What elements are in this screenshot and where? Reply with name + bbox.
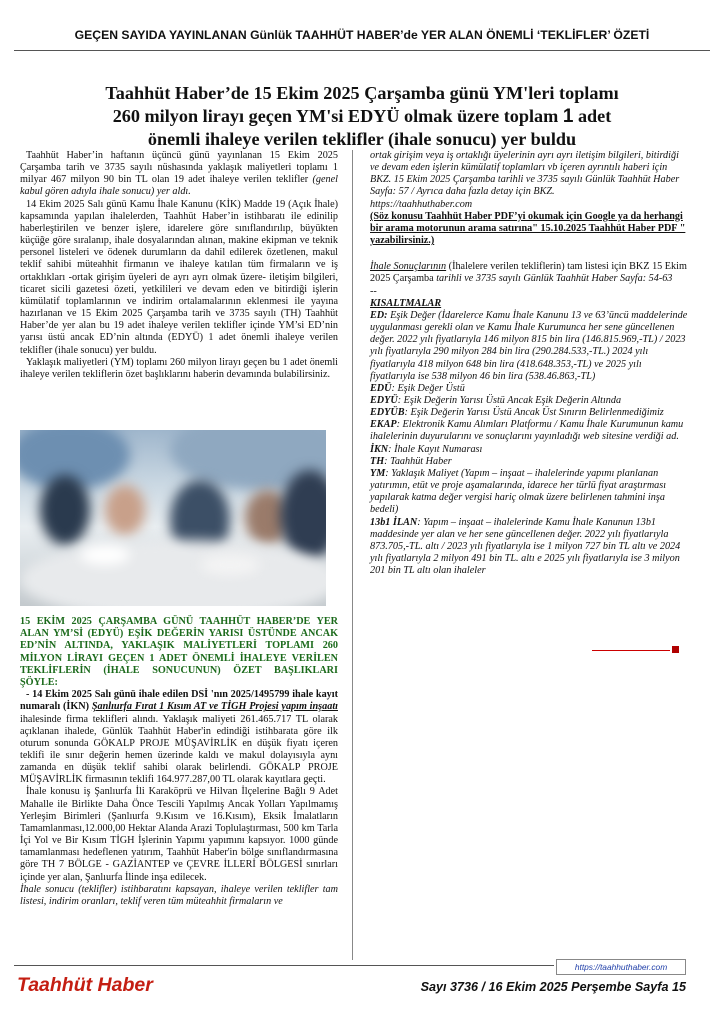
intro-paragraph: Taahhüt Haber’in haftanın üçüncü günü yayınlanan 15 Ekim 2025 Çarşamba tarih ve 3735 sayılı nüshasında yaklaşık maliyetleri toplamı 1 milyar 467 milyon 90 bin TL olan 19 adet ihaleye verilen teklifler (genel kabul gören adıyla ihale sonucu) yer aldı. bbox=[20, 150, 338, 198]
footer-issue-info: Sayı 3736 / 16 Ekim 2025 Perşembe Sayfa 15 bbox=[420, 980, 686, 994]
abbr-edyu: EDYÜ: Eşik Değerin Yarısı Üstü Ancak Eşik Değerin Altında bbox=[370, 394, 622, 406]
footer-rule bbox=[14, 965, 554, 966]
results-section bbox=[20, 616, 338, 908]
summary-paragraph: Yaklaşık maliyetleri (YM) toplamı 260 milyon lirayı geçen bu 1 adet önemli ihaleye verilen tekliflerin özet başlıklarını haberin devamında bulabilirsiniz. bbox=[20, 356, 338, 380]
dash-separator: -- bbox=[370, 285, 377, 297]
abbr-ekap: EKAP: Elektronik Kamu Alımları Platformu / Kamu İhale Kurumunun kamu ihalelerinin duyurularını ve sonuçlarını yayınladığı web sitesine verdiği ad. bbox=[370, 419, 684, 443]
abbr-ym: YM: Yaklaşık Maliyet (Yapım – inşaat – ihalelerinde yapımı planlanan yatırımın, etüt ve proje aşamalarında, idarece her türlü fiyat araştırması yapılarak katma değer vergisi hariç olmak üzere belirlenen tahmini inşa bedeli) bbox=[370, 467, 667, 516]
tender-scope-paragraph: İhale konusu iş Şanlıurfa İli Karaköprü ve Hilvan İlçelerine Bağlı 9 Adet Mahalle ile Birlikte Daha Önce Tescili Yapılmış Ancak Yolları Yapılmamış Yerleşim Birimleri (Şanlıurfa 9.Kısım ve 16.Kısım), Eksik İmalatların Tamamlanması,12.000,00 Hektar Alanda Arazi Toplulaştırması, 500 km Tarla İçi Yol ve Bir Kısım TİGH İşlerinin Yapımı yapımını kapsıyor. 1000 günde tamamlanması hedeflenen yatırım, Taahhüt Haber'in bölge sınıflandırmasına göre TH 7 BÖLGE - GAZİANTEP ve ÇEVRE İLLERİ BÖLGESİ sınırları içinde yer alan, Şanlıurfa İlinde inşa edilecek. bbox=[20, 786, 338, 883]
section-header: GEÇEN SAYIDA YAYINLANAN Günlük TAAHHÜT HABER’de YER ALAN ÖNEMLİ ‘TEKLİFLER’ ÖZETİ bbox=[74, 28, 650, 42]
abbr-edyub: EDYÜB: Eşik Değerin Yarısı Üstü Ancak Üst Sınırın Belirlenmediğimiz bbox=[370, 407, 664, 419]
footer-brand-logo: Taahhüt Haber bbox=[17, 974, 153, 996]
column-divider bbox=[352, 150, 353, 960]
right-column bbox=[370, 150, 688, 577]
detail-paragraph: 14 Ekim 2025 Salı günü Kamu İhale Kanunu (KİK) Madde 19 (Açık İhale) kapsamında yapılan ihalelerden, Taahhüt Haber’in istihbaratı ile edinilip haberleştirilen ve benzer işlere, idarelere göre sınıflandırılıp, büyükten küçüğe göre sıralanıp, ihale dosyalarından alınan, makine ekipman ve teknik personel listeleri ve ödenek durumların da dahil edilerek özetlenen, makul teklif sahibi müteahhit firmanın ve ihaleye katılan tüm firmaların ve iş ortaklıkları -ortak girişim üyeleri de ayrı ayrı olmak üzere- iletişim bilgileri, ticaret sicili gazetesi özeti, yetkilileri ve devam eden ve bitirdiği işlerin kümülatif toplamlarının ve indirim ortalamalarının eklenmesi ile yayına hazırlanan ve 15 Ekim 2025 Çarşamba tarih ve 3735 sayılı (TH) Taahhüt Haber’de yer alan bu 19 adet ihaleye verilen teklifler içinde YM’si ED’nin yarısı üstü ancak ED’nin altında (EDYÜ) 1 adet önemli ihaleye verilen teklifler (ihale sonucu) yer buldu. bbox=[20, 198, 338, 356]
end-rule bbox=[592, 650, 670, 651]
pdf-notice: (Söz konusu Taahhüt Haber PDF’yi okumak için Google ya da herhangi bir arama motorunun arama satırına" 15.10.2025 Taahhüt Haber PDF " yazabilirsiniz.) bbox=[370, 210, 686, 247]
abbr-13b1: 13b1 İLAN: Yapım – inşaat – ihalelerinde Kamu İhale Kanunun 13b1 maddesinde yer alan ve her sene güncellenen değer. 2022 yılı fiyatlarıyla 873.705,-TL. altı / 2023 yılı fiyatlarıyla ise 1 milyon 727 bin TL altı ve 2024 yılı fiyatlarıyla 2 milyon 491 bin TL. altı e 2025 yılı fiyatlarıyla ise 3 milyon 201 bin TL altı olan ihaleler bbox=[370, 516, 681, 577]
results-reference: İhale Sonuçlarının (İhalelere verilen tekliflerin) tam listesi için BKZ 15 Ekim 2025 Çarşamba tarihli ve 3735 sayılı Günlük Taahhüt Haber Sayfa: 54-63 bbox=[370, 261, 687, 285]
headline-line-3: önemli ihaleye verilen teklifler (ihale sonucu) yer buldu bbox=[147, 129, 577, 149]
abbr-ed: ED: Eşik Değer (İdarelerce Kamu İhale Kanunu 13 ve 63’üncü maddelerinde uygulanması gerekli olan ve Kamu İhale Kurumunca her sene güncellenen değer. 2022 yılı fiyatlarıyla 146 milyon 815 bin lira (146.815.969,-TL) / 2023 yılı fiyatlarıyla 290 milyon 284 bin lira (290.284.533,-TL.) 2024 yılı fiyatlarıyla 418 milyon 648 bin lira (418.648.353,-TL) ve 2025 yılı fiyatlarıyla ise 538 milyon 46 bin lira (538.46.863,-TL) bbox=[370, 309, 688, 382]
left-column bbox=[20, 150, 338, 381]
abbreviations-title: KISALTMALAR bbox=[370, 297, 442, 309]
tender-item: - 14 Ekim 2025 Salı günü ihale edilen DSİ 'nın 2025/1495799 ihale kayıt numaralı (İKN) Şanlıurfa Fırat 1 Kısım AT ve TİGH Projesi yapım inşaatı ihalesinde firma teklifleri alındı. Yaklaşık maliyeti 261.465.717 TL olarak açıklanan ihalede, Günlük Taahhüt Haber'in edindiği istihbarata göre ilk oturum sonunda GÖKALP PROJE MÜŞAVİRLİK en düşük fiyatı içeren teklifi ile sınır değerin hemen üzerinde kaldı ve makul dolayısıyla aynı zamanda en düşük teklif sahibi olarak belirlendi. GÖKALP PROJE MÜŞAVİRLİK firmasının teklifi 164.977.287,00 TL olarak kayıtlara geçti. bbox=[20, 689, 338, 786]
tender-more-info: İhale sonucu (teklifler) istihbaratını kapsayan, ihaleye verilen teklifler tam listesi, indirim oranları, teklif veren tüm müteahhit firmaların ve bbox=[20, 883, 338, 907]
headline-line-2: 260 milyon lirayı geçen YM'si EDYÜ olmak üzere toplam 1 adet bbox=[112, 106, 612, 127]
main-headline bbox=[40, 82, 684, 151]
meeting-photo bbox=[20, 430, 326, 606]
end-marker-icon bbox=[672, 646, 679, 653]
header-rule bbox=[14, 50, 710, 51]
footer-website-link[interactable]: https://taahhuthaber.com bbox=[556, 959, 686, 975]
abbr-ikn: İKN: İhale Kayıt Numarası bbox=[370, 443, 483, 455]
abbr-edu: EDÜ: Eşik Değer Üstü bbox=[370, 382, 465, 394]
headline-line-1: Taahhüt Haber’de 15 Ekim 2025 Çarşamba günü YM'leri toplamı bbox=[105, 83, 619, 103]
results-heading: 15 EKİM 2025 ÇARŞAMBA GÜNÜ TAAHHÜT HABER’DE YER ALAN YM’Sİ (EDYÜ) EŞİK DEĞERİN YARISI ÜSTÜNDE ANCAK ED’NİN ALTINDA, YAKLAŞIK MALİYETLERİ TOPLAMI 260 MİLYON LİRAYI GEÇEN 1 ADET ÖNEMLİ İHALEYE VERİLEN TEKLİFLERİN (İHALE SONUCUNUN) ÖZET BAŞLIKLARI ŞÖYLE: bbox=[20, 616, 338, 689]
continued-text: ortak girişim veya iş ortaklığı üyelerinin ayrı ayrı iletişim bilgileri, bitirdiği ve devam eden işlerin kümülatif toplamları vb içeren ayrıntılı haberi için BKZ. 15 Ekim 2025 Çarşamba tarihli ve 3735 sayılı Günlük Taahhüt Haber Sayfa: 57 / Ayrıca daha fazla detay için BKZ. bbox=[370, 150, 680, 198]
website-link[interactable]: https://taahhuthaber.com bbox=[370, 198, 473, 210]
abbr-th: TH: Taahhüt Haber bbox=[370, 455, 452, 467]
